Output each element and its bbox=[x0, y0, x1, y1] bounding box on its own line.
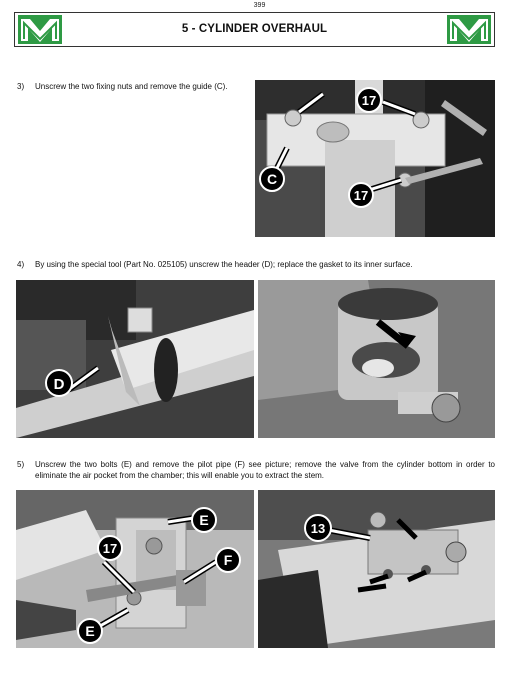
svg-text:F: F bbox=[223, 552, 233, 568]
svg-text:D: D bbox=[53, 376, 65, 393]
photo-header-removed bbox=[258, 280, 495, 438]
svg-text:17: 17 bbox=[361, 93, 377, 108]
step-description: Unscrew the two fixing nuts and remove the guide (C). bbox=[35, 82, 228, 91]
step-3 bbox=[17, 82, 239, 93]
photo-guide-removal bbox=[255, 80, 495, 237]
step-number: 4) bbox=[17, 260, 25, 269]
step-description: Unscrew the two bolts (E) and remove the pilot pipe (F) see picture; remove the valve from the cylinder bottom in order to eliminate the air pocket from the chamber; this will enable you to extract the stem. bbox=[35, 460, 495, 480]
photo-pilot-pipe bbox=[16, 490, 254, 648]
callout-17 bbox=[98, 536, 122, 560]
callout-e-top bbox=[192, 508, 216, 532]
svg-text:17: 17 bbox=[353, 188, 369, 203]
page-number: 399 bbox=[253, 2, 266, 9]
step-number: 5) bbox=[17, 460, 25, 469]
svg-text:17: 17 bbox=[102, 541, 118, 556]
photo-header-tool bbox=[16, 280, 254, 438]
callout-f bbox=[216, 548, 240, 572]
callout-17-bottom bbox=[349, 183, 373, 207]
callout-e-bottom bbox=[78, 619, 102, 643]
section-title: 5 - CYLINDER OVERHAUL bbox=[181, 23, 328, 35]
svg-text:E: E bbox=[199, 512, 209, 528]
step-number: 3) bbox=[17, 82, 25, 91]
callout-d bbox=[46, 370, 72, 396]
step-description: By using the special tool (Part No. 025105) unscrew the header (D); replace the gasket to its inner surface. bbox=[35, 260, 413, 269]
brand-logo-right bbox=[447, 15, 491, 44]
svg-text:13: 13 bbox=[310, 521, 326, 536]
callout-17-top bbox=[357, 88, 381, 112]
callout-13 bbox=[305, 515, 331, 541]
step-4 bbox=[17, 260, 497, 271]
callout-c bbox=[260, 167, 284, 191]
step-5 bbox=[17, 460, 495, 481]
photo-valve-removal bbox=[258, 490, 495, 648]
section-header bbox=[14, 12, 495, 47]
svg-text:E: E bbox=[85, 623, 95, 639]
svg-text:C: C bbox=[266, 171, 278, 187]
